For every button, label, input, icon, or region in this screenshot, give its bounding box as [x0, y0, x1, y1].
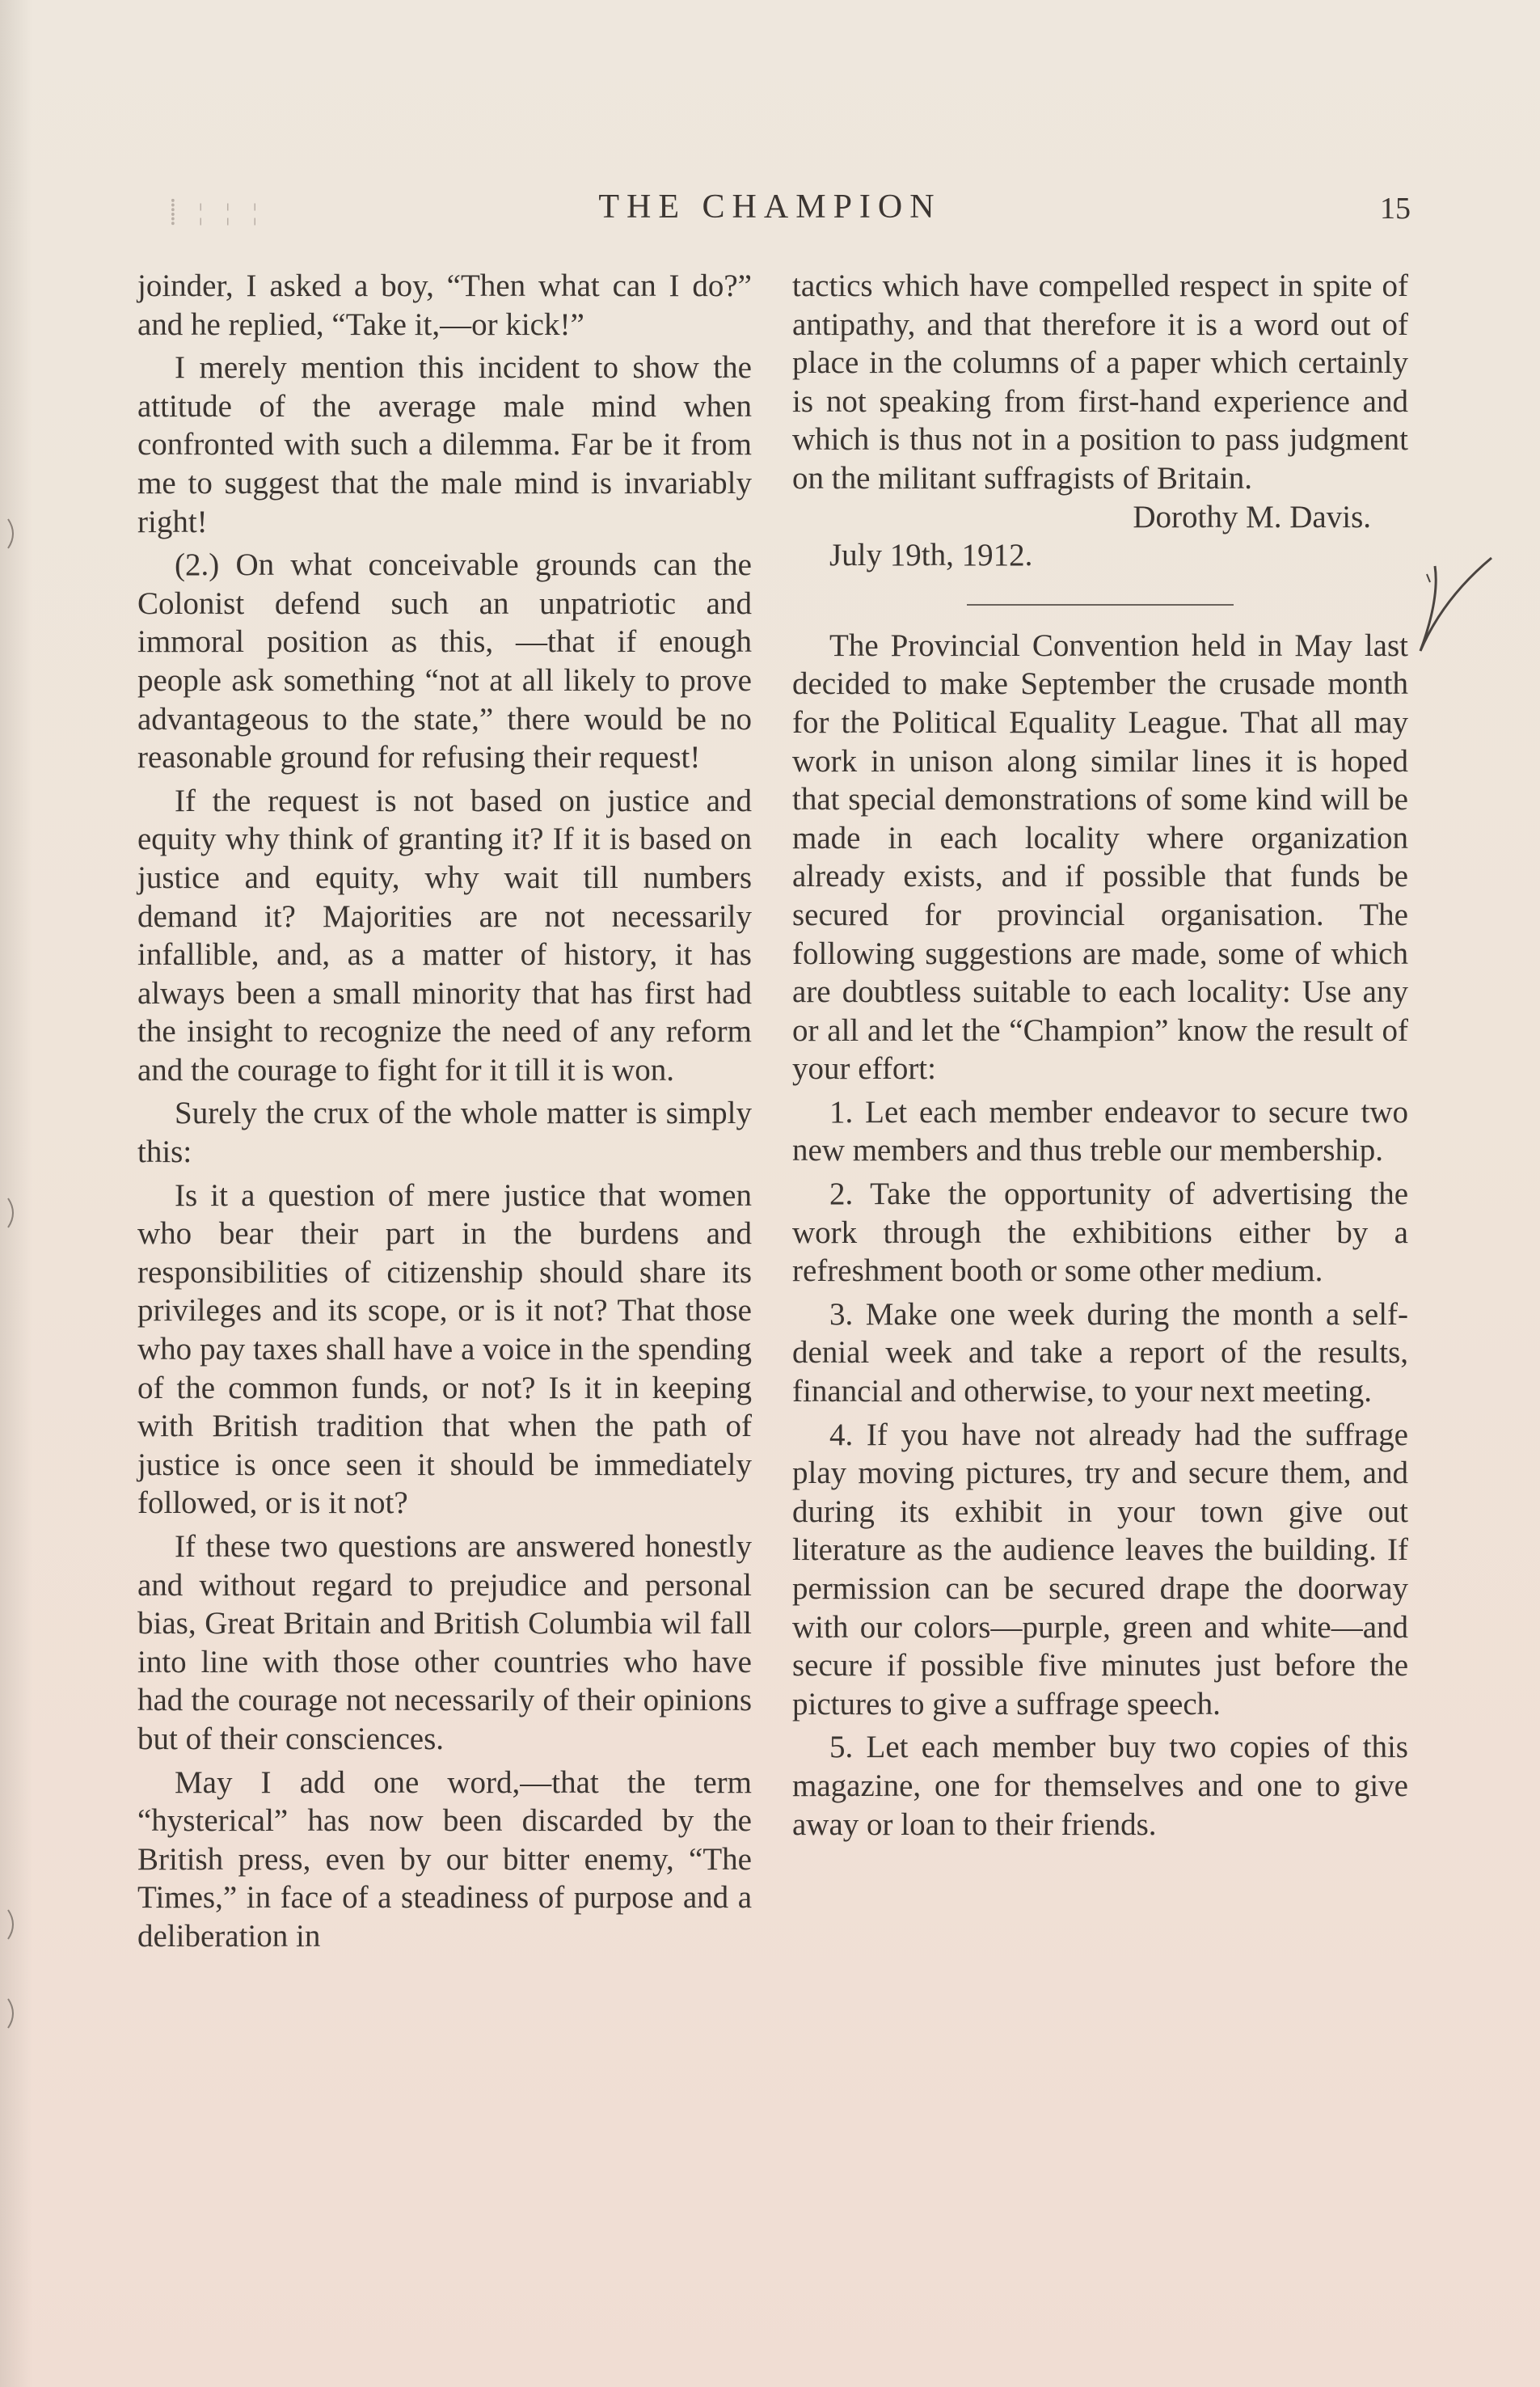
running-header [0, 188, 1540, 244]
page-number: 15 [1380, 192, 1411, 226]
paragraph: I merely mention this incident to show the attitude of the average male mind when confronted with such a dilemma. Far be it from me to suggest that the male mind is invariably right! [137, 350, 752, 539]
paragraph: May I add one word,—that the term “hysterical” has now been discarded by the British press, even by our bitter enemy, “The Times,” in face of a steadiness of purpose and a deliberation in [137, 1764, 752, 1954]
list-item: 3. Make one week during the month a self-denial week and take a report of the results, financial and otherwise, to your next meeting. [792, 1296, 1408, 1409]
faint-show-through-marks: ⸽ ¦ ¦ ¦ [170, 199, 266, 226]
section-divider [967, 604, 1234, 606]
left-column [137, 267, 752, 1956]
paragraph: tactics which have compelled respect in spite of antipathy, and that therefore it is a word out of place in the columns of a paper which certainly is not speaking from first-hand experience and which is thus not in a position to pass judgment on the militant suffragists of Britain. [792, 268, 1408, 496]
paragraph: Surely the crux of the whole matter is simply this: [137, 1096, 752, 1170]
letter-date: July 19th, 1912. [829, 538, 1033, 573]
margin-mark [6, 1908, 19, 1941]
list-item: 5. Let each member buy two copies of this magazine, one for themselves and one to give away or loan to their friends. [792, 1730, 1408, 1842]
margin-mark [6, 1197, 19, 1229]
publication-title: THE CHAMPION [598, 188, 942, 226]
paragraph: joinder, I asked a boy, “Then what can I do?” and he replied, “Take it,—or kick!” [137, 268, 752, 342]
list-item: 4. If you have not already had the suffrage play moving pictures, try and secure them, and during its exhibit in your town give out literature as the audience leaves the building. If permission can be secured drape the doorway with our colors—purple, green and white—and secure if possible five minutes just before the pictures to give a suffrage speech. [792, 1417, 1408, 1722]
paragraph: Is it a question of mere justice that women who bear their part in the burdens and responsibilities of citizenship should share its privileges and its scope, or is it not? That those who pay taxes shall have a voice in the spending of the common funds, or not? Is it in keeping with British tradition that when the path of justice is once seen it should be immediately followed, or is it not? [137, 1177, 752, 1521]
paragraph: If these two questions are answered honestly and without regard to prejudice and personal bias, Great Britain and British Columbia wil fall into line with those other countries who have had the courage not necessarily of their opinions but of their consciences. [137, 1529, 752, 1756]
margin-mark [6, 1997, 19, 2030]
list-item: 2. Take the opportunity of advertising the work through the exhibitions either by a refreshment booth or some other medium. [792, 1177, 1408, 1289]
list-item: 1. Let each member endeavor to secure two new members and thus treble our membership. [792, 1094, 1408, 1168]
handwritten-check-mark [1411, 550, 1508, 663]
author-signature: Dorothy M. Davis. [1133, 499, 1371, 534]
margin-mark [6, 518, 19, 550]
paragraph: If the request is not based on justice and equity why think of granting it? If it is based on justice and equity, why wait till numbers demand it? Majorities are not necessarily infallible, and, as a matter of history, it has always been a small minority that has first had the insight to recognize the need of any reform and the courage to fight for it till it is won. [137, 783, 752, 1088]
paragraph: (2.) On what conceivable grounds can the Colonist defend such an unpatriotic and immoral position as this, —that if enough people ask something “not at all likely to prove advantageous to the state,” there would be no reasonable ground for refusing their request! [137, 547, 752, 775]
right-column [792, 267, 1408, 1844]
paragraph: The Provincial Convention held in May last decided to make September the crusade month for the Political Equality League. That all may work in unison along similar lines it is hoped that special demonstrations of some kind will be made in each locality where organization already exists, and if possible that funds be secured for provincial organisation. The following suggestions are made, some of which are doubtless suitable to each locality: Use any or all and let the “Champion” know the result of your effort: [792, 627, 1408, 1087]
